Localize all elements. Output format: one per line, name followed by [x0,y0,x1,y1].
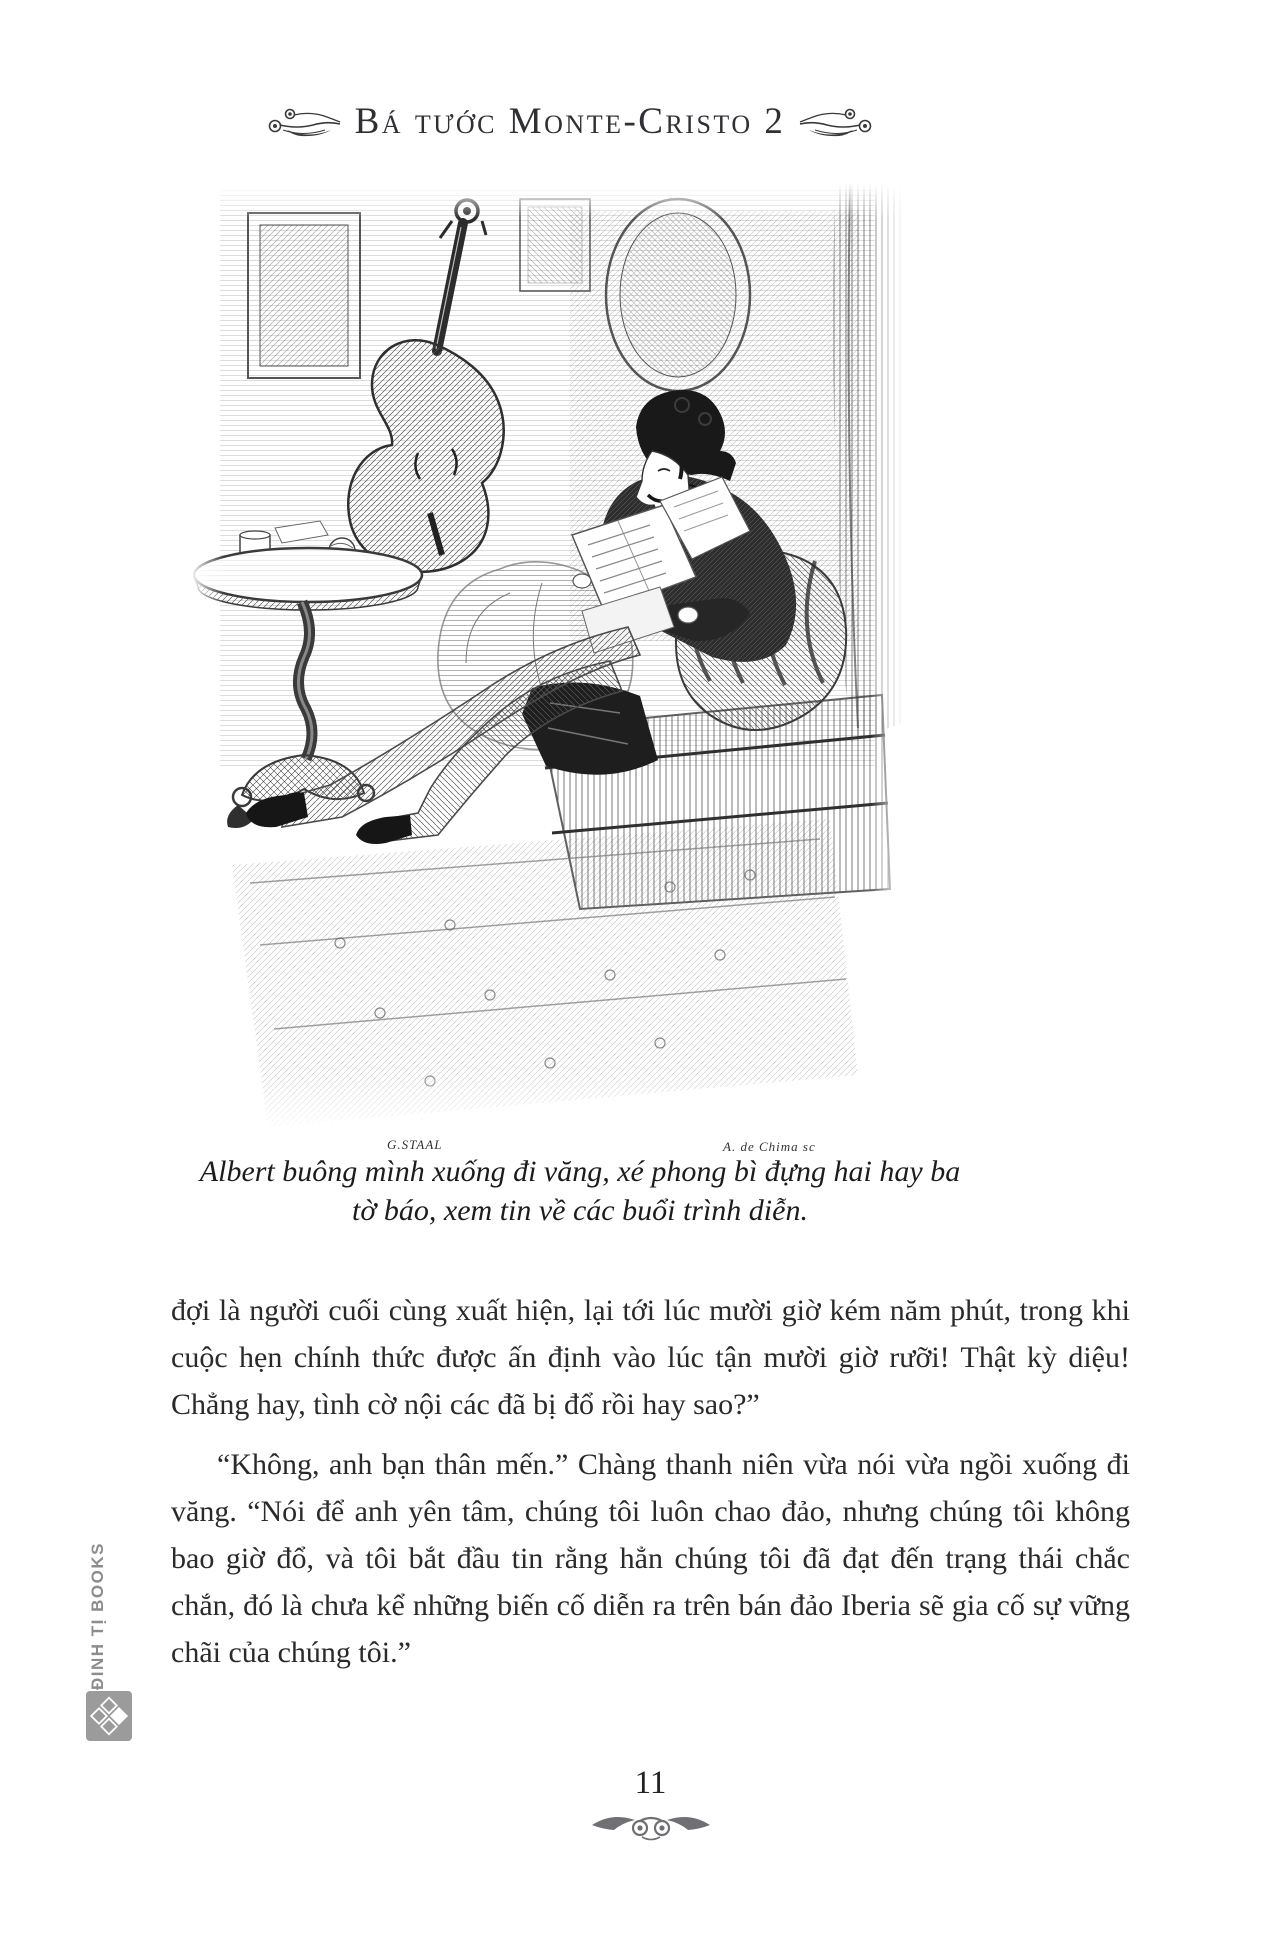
publisher-name: ĐINH TỊ BOOKS [88,1542,107,1690]
vignette-top [190,183,905,219]
header-flourish-left-icon [267,106,341,138]
page-number: 11 [634,1765,667,1801]
paragraph: “Không, anh bạn thân mến.” Chàng thanh niên vừa nói vừa ngồi xuống đi văng. “Nói để anh yên tâm, chúng tôi luôn chao đảo, nhưng chúng tôi không bao giờ đổ, và tôi bắt đầu tin rằng hẳn chúng tôi đã đạt đến trạng thái chắc chắn, đó là chưa kể những biến cố diễn ra trên bán đảo Iberia sẽ gia cố sự vững chãi của chúng tôi.” [171,1448,1130,1669]
artist-signature: G.STAAL [387,1137,443,1152]
illustration-figure [190,183,905,1163]
vignette-right [871,183,905,1163]
header-flourish-right-icon [799,106,873,138]
paragraph: đợi là người cuối cùng xuất hiện, lại tới lúc mười giờ kém năm phút, trong khi cuộc hẹn chính thức được ấn định vào lúc tận mười giờ rưỡi! Thật kỳ diệu! Chẳng hay, tình cờ nội các đã bị đổ rồi hay sao?” [171,1294,1130,1421]
book-title: Bá tước Monte-Cristo 2 [354,101,786,142]
caption-line-2: tờ báo, xem tin về các buổi trình diễn. [352,1194,808,1227]
caption-line-1: Albert buông mình xuống đi văng, xé phong bì đựng hai hay ba [199,1155,961,1188]
publisher-logo-icon [86,1691,132,1741]
footer-flourish [171,1808,1130,1847]
engraving-illustration [190,183,905,1163]
body-text [171,1287,1130,1676]
vignette-left [190,183,224,1163]
footer-flourish-icon [590,1808,712,1842]
illustration-caption [190,1152,970,1230]
vignette-bottom [190,1071,905,1133]
engraver-signature: A. de Chima sc [723,1139,816,1154]
running-header [190,100,950,143]
